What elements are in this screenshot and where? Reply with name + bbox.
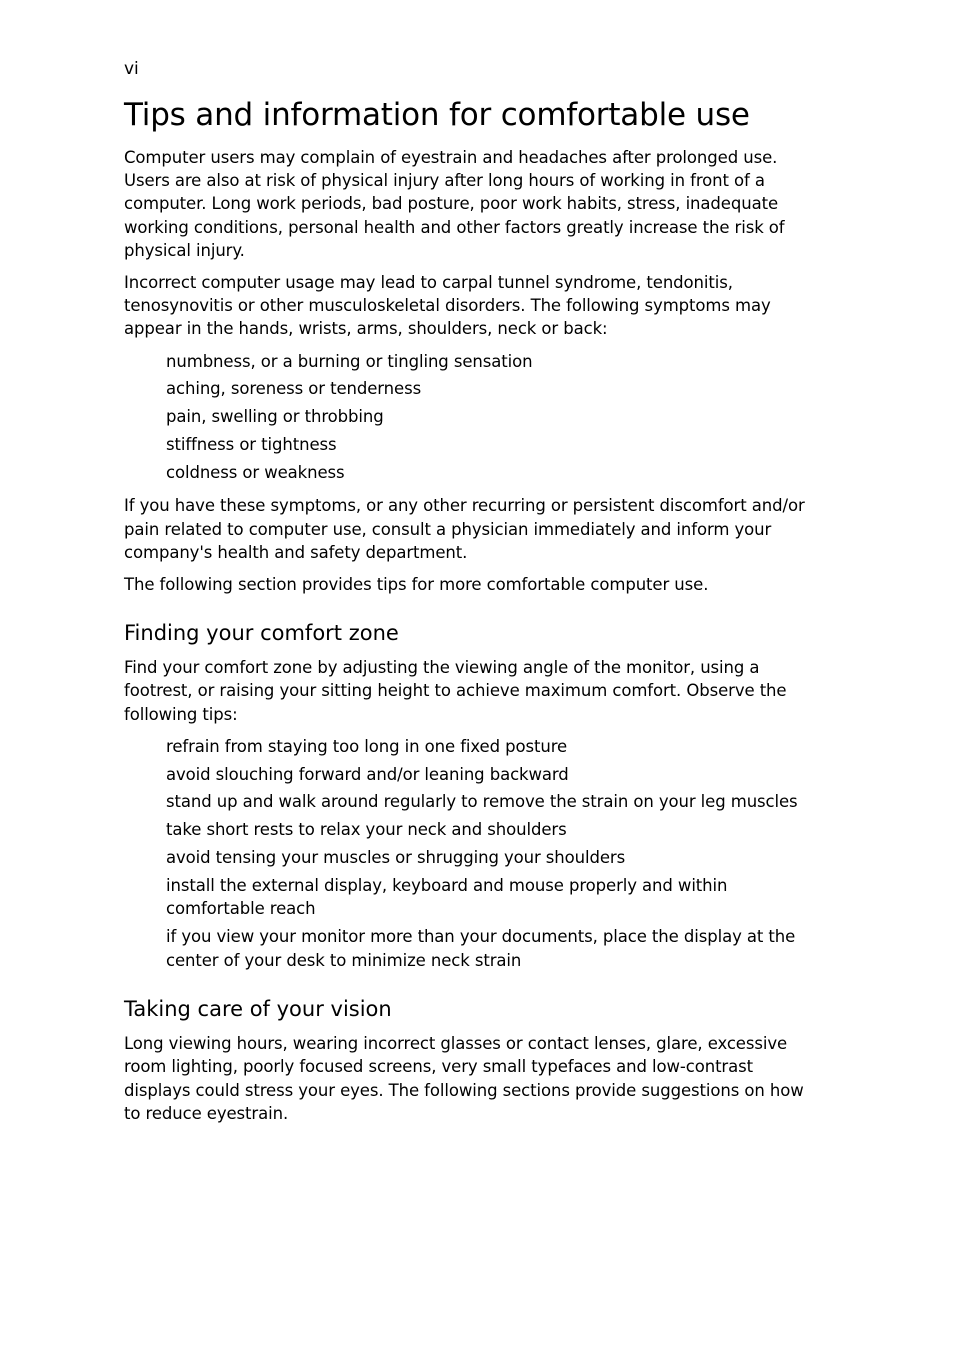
list-item: avoid slouching forward and/or leaning backward	[166, 764, 569, 784]
comfort-zone-paragraph: Find your comfort zone by adjusting the viewing angle of the monitor, using a footrest, or raising your sitting height to achieve maximum comfort. Observe the following tips:	[124, 658, 787, 724]
list-item: numbness, or a burning or tingling sensation	[166, 351, 533, 371]
symptoms-advice-paragraph: If you have these symptoms, or any other recurring or persistent discomfort and/or pain related to computer use, consult a physician immediately and inform your company's health and safety department.	[124, 496, 805, 562]
list-item: avoid tensing your muscles or shrugging your shoulders	[166, 847, 626, 867]
document-page	[124, 58, 814, 1134]
list-item: pain, swelling or throbbing	[166, 407, 384, 427]
list-item: stand up and walk around regularly to remove the strain on your leg muscles	[166, 792, 798, 812]
page-number: vi	[124, 59, 139, 79]
vision-paragraph: Long viewing hours, wearing incorrect glasses or contact lenses, glare, excessive room lighting, poorly focused screens, very small typefaces and low-contrast displays could stress your eyes. The following sections provide suggestions on how to reduce eyestrain.	[124, 1034, 804, 1123]
list-item: stiffness or tightness	[166, 434, 337, 454]
list-item: coldness or weakness	[166, 462, 345, 482]
intro-paragraph-1: Computer users may complain of eyestrain and headaches after prolonged use. Users are also at risk of physical injury after long hours of working in front of a computer. Long work periods, bad posture, poor work habits, stress, inadequate working conditions, personal health and other factors greatly increase the risk of physical injury.	[124, 148, 785, 260]
comfort-tips-list	[124, 735, 814, 972]
intro-paragraph-2: Incorrect computer usage may lead to carpal tunnel syndrome, tendonitis, tenosynovitis or other musculoskeletal disorders. The following symptoms may appear in the hands, wrists, arms, shoulders, neck or back:	[124, 273, 771, 339]
vision-heading: Taking care of your vision	[124, 997, 392, 1022]
section-intro-paragraph: The following section provides tips for more comfortable computer use.	[124, 574, 709, 594]
list-item: refrain from staying too long in one fixed posture	[166, 736, 568, 756]
list-item: install the external display, keyboard and mouse properly and within comfortable reach	[166, 875, 728, 919]
comfort-zone-heading: Finding your comfort zone	[124, 621, 399, 646]
list-item: aching, soreness or tenderness	[166, 379, 422, 399]
page-title: Tips and information for comfortable use	[124, 97, 750, 133]
list-item: if you view your monitor more than your documents, place the display at the center of your desk to minimize neck strain	[166, 927, 796, 970]
list-item: take short rests to relax your neck and shoulders	[166, 820, 567, 840]
symptoms-list	[124, 350, 814, 485]
